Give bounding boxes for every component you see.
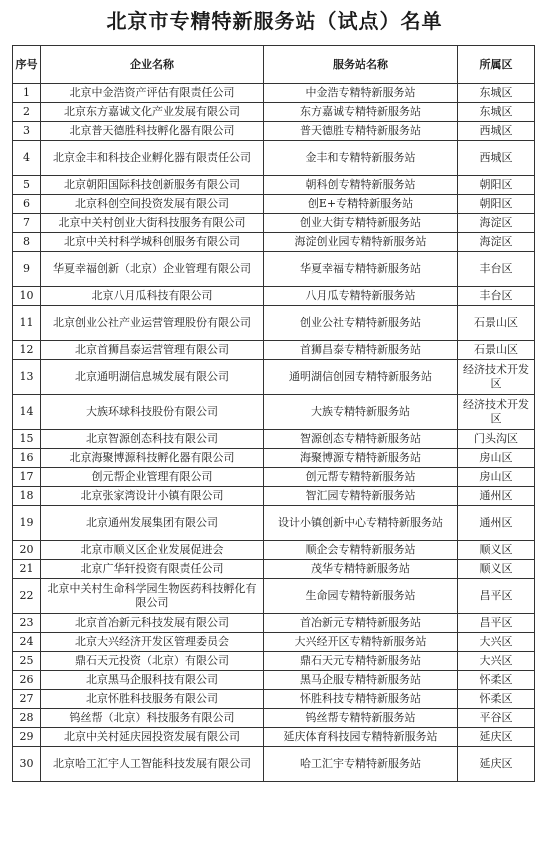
table-row: [13, 728, 535, 747]
cell-district: 西城区: [458, 141, 535, 176]
table-row: [13, 633, 535, 652]
cell-station: 朝科创专精特新服务站: [264, 176, 458, 195]
cell-station: 创E+专精特新服务站: [264, 195, 458, 214]
cell-station: 创业大街专精特新服务站: [264, 214, 458, 233]
cell-number: 24: [13, 633, 41, 652]
cell-number: 3: [13, 122, 41, 141]
cell-company: 北京中金浩资产评估有限责任公司: [41, 84, 264, 103]
cell-number: 30: [13, 747, 41, 782]
cell-station: 海聚博源专精特新服务站: [264, 449, 458, 468]
cell-company: 北京东方嘉诚文化产业发展有限公司: [41, 103, 264, 122]
cell-district: 大兴区: [458, 633, 535, 652]
cell-district: 延庆区: [458, 728, 535, 747]
cell-company: 北京创业公社产业运营管理股份有限公司: [41, 306, 264, 341]
cell-number: 22: [13, 579, 41, 614]
cell-station: 哈工汇宇专精特新服务站: [264, 747, 458, 782]
cell-district: 昌平区: [458, 579, 535, 614]
cell-company: 北京智源创态科技有限公司: [41, 430, 264, 449]
table-row: [13, 690, 535, 709]
table-row: [13, 487, 535, 506]
cell-company: 北京通州发展集团有限公司: [41, 506, 264, 541]
cell-number: 4: [13, 141, 41, 176]
cell-district: 怀柔区: [458, 690, 535, 709]
cell-number: 5: [13, 176, 41, 195]
cell-company: 北京首狮昌泰运营管理有限公司: [41, 341, 264, 360]
cell-company: 钨丝帮（北京）科技服务有限公司: [41, 709, 264, 728]
cell-company: 北京首冶新元科技发展有限公司: [41, 614, 264, 633]
cell-station: 八月瓜专精特新服务站: [264, 287, 458, 306]
cell-district: 大兴区: [458, 652, 535, 671]
cell-company: 鼎石天元投资（北京）有限公司: [41, 652, 264, 671]
cell-district: 延庆区: [458, 747, 535, 782]
cell-station: 海淀创业园专精特新服务站: [264, 233, 458, 252]
cell-station: 延庆体育科技园专精特新服务站: [264, 728, 458, 747]
cell-station: 大族专精特新服务站: [264, 395, 458, 430]
table-row: [13, 195, 535, 214]
cell-station: 黑马企服专精特新服务站: [264, 671, 458, 690]
table-row: [13, 84, 535, 103]
cell-district: 石景山区: [458, 306, 535, 341]
table-row: [13, 614, 535, 633]
cell-number: 17: [13, 468, 41, 487]
cell-number: 19: [13, 506, 41, 541]
table-row: [13, 541, 535, 560]
table-row: [13, 468, 535, 487]
cell-district: 顺义区: [458, 541, 535, 560]
cell-district: 顺义区: [458, 560, 535, 579]
cell-station: 怀胜科技专精特新服务站: [264, 690, 458, 709]
cell-district: 丰台区: [458, 287, 535, 306]
cell-company: 华夏幸福创新（北京）企业管理有限公司: [41, 252, 264, 287]
table-row: [13, 747, 535, 782]
cell-company: 北京广华轩投资有限责任公司: [41, 560, 264, 579]
table-header-row: [13, 46, 535, 84]
cell-station: 金丰和专精特新服务站: [264, 141, 458, 176]
cell-number: 2: [13, 103, 41, 122]
header-district: 所属区: [458, 46, 535, 84]
cell-station: 东方嘉诚专精特新服务站: [264, 103, 458, 122]
cell-number: 8: [13, 233, 41, 252]
table-row: [13, 141, 535, 176]
table-row: [13, 506, 535, 541]
service-station-table: [12, 45, 535, 782]
cell-number: 1: [13, 84, 41, 103]
cell-district: 门头沟区: [458, 430, 535, 449]
table-row: [13, 214, 535, 233]
cell-district: 房山区: [458, 449, 535, 468]
cell-station: 首冶新元专精特新服务站: [264, 614, 458, 633]
cell-number: 16: [13, 449, 41, 468]
cell-number: 14: [13, 395, 41, 430]
table-row: [13, 671, 535, 690]
cell-company: 北京八月瓜科技有限公司: [41, 287, 264, 306]
cell-number: 9: [13, 252, 41, 287]
cell-station: 通明湖信创园专精特新服务站: [264, 360, 458, 395]
cell-company: 北京张家湾设计小镇有限公司: [41, 487, 264, 506]
table-row: [13, 287, 535, 306]
cell-company: 北京海聚博源科技孵化器有限公司: [41, 449, 264, 468]
cell-number: 13: [13, 360, 41, 395]
table-row: [13, 306, 535, 341]
table-row: [13, 233, 535, 252]
cell-number: 21: [13, 560, 41, 579]
cell-district: 房山区: [458, 468, 535, 487]
cell-company: 大族环球科技股份有限公司: [41, 395, 264, 430]
cell-number: 12: [13, 341, 41, 360]
cell-number: 15: [13, 430, 41, 449]
cell-number: 10: [13, 287, 41, 306]
cell-company: 创元帮企业管理有限公司: [41, 468, 264, 487]
cell-district: 石景山区: [458, 341, 535, 360]
cell-company: 北京市顺义区企业发展促进会: [41, 541, 264, 560]
header-number: 序号: [13, 46, 41, 84]
cell-number: 11: [13, 306, 41, 341]
header-station: 服务站名称: [264, 46, 458, 84]
cell-district: 西城区: [458, 122, 535, 141]
table-row: [13, 122, 535, 141]
cell-company: 北京大兴经济开发区管理委员会: [41, 633, 264, 652]
cell-number: 25: [13, 652, 41, 671]
cell-district: 平谷区: [458, 709, 535, 728]
cell-station: 鼎石天元专精特新服务站: [264, 652, 458, 671]
table-row: [13, 176, 535, 195]
cell-station: 生命园专精特新服务站: [264, 579, 458, 614]
cell-company: 北京普天德胜科技孵化器有限公司: [41, 122, 264, 141]
cell-station: 首狮昌泰专精特新服务站: [264, 341, 458, 360]
cell-company: 北京中关村生命科学园生物医药科技孵化有限公司: [41, 579, 264, 614]
table-row: [13, 449, 535, 468]
cell-district: 海淀区: [458, 233, 535, 252]
table-row: [13, 103, 535, 122]
cell-district: 东城区: [458, 103, 535, 122]
table-body: [13, 84, 535, 782]
cell-district: 朝阳区: [458, 176, 535, 195]
cell-number: 28: [13, 709, 41, 728]
cell-station: 智源创态专精特新服务站: [264, 430, 458, 449]
cell-number: 6: [13, 195, 41, 214]
cell-company: 北京中关村科学城科创服务有限公司: [41, 233, 264, 252]
cell-district: 朝阳区: [458, 195, 535, 214]
cell-station: 智汇园专精特新服务站: [264, 487, 458, 506]
cell-number: 26: [13, 671, 41, 690]
cell-district: 通州区: [458, 487, 535, 506]
cell-company: 北京怀胜科技服务有限公司: [41, 690, 264, 709]
table-row: [13, 652, 535, 671]
cell-number: 29: [13, 728, 41, 747]
cell-company: 北京金丰和科技企业孵化器有限责任公司: [41, 141, 264, 176]
table-row: [13, 579, 535, 614]
table-row: [13, 709, 535, 728]
cell-company: 北京朝阳国际科技创新服务有限公司: [41, 176, 264, 195]
cell-district: 通州区: [458, 506, 535, 541]
cell-station: 普天德胜专精特新服务站: [264, 122, 458, 141]
cell-number: 23: [13, 614, 41, 633]
cell-number: 7: [13, 214, 41, 233]
cell-district: 昌平区: [458, 614, 535, 633]
cell-station: 创元帮专精特新服务站: [264, 468, 458, 487]
table-row: [13, 341, 535, 360]
cell-station: 钨丝帮专精特新服务站: [264, 709, 458, 728]
cell-station: 中金浩专精特新服务站: [264, 84, 458, 103]
cell-district: 经济技术开发区: [458, 395, 535, 430]
cell-district: 怀柔区: [458, 671, 535, 690]
cell-number: 20: [13, 541, 41, 560]
cell-number: 27: [13, 690, 41, 709]
cell-company: 北京哈工汇宇人工智能科技发展有限公司: [41, 747, 264, 782]
cell-company: 北京通明湖信息城发展有限公司: [41, 360, 264, 395]
cell-station: 大兴经开区专精特新服务站: [264, 633, 458, 652]
header-company: 企业名称: [41, 46, 264, 84]
cell-station: 华夏幸福专精特新服务站: [264, 252, 458, 287]
table-row: [13, 252, 535, 287]
cell-station: 设计小镇创新中心专精特新服务站: [264, 506, 458, 541]
cell-district: 经济技术开发区: [458, 360, 535, 395]
table-row: [13, 395, 535, 430]
cell-district: 海淀区: [458, 214, 535, 233]
cell-company: 北京中关村创业大街科技服务有限公司: [41, 214, 264, 233]
cell-district: 丰台区: [458, 252, 535, 287]
cell-company: 北京科创空间投资发展有限公司: [41, 195, 264, 214]
cell-company: 北京中关村延庆园投资发展有限公司: [41, 728, 264, 747]
document-title: 北京市专精特新服务站（试点）名单: [106, 9, 443, 33]
table-row: [13, 360, 535, 395]
cell-station: 顺企会专精特新服务站: [264, 541, 458, 560]
cell-station: 创业公社专精特新服务站: [264, 306, 458, 341]
cell-number: 18: [13, 487, 41, 506]
table-row: [13, 560, 535, 579]
cell-district: 东城区: [458, 84, 535, 103]
table-row: [13, 430, 535, 449]
cell-company: 北京黑马企服科技有限公司: [41, 671, 264, 690]
cell-station: 茂华专精特新服务站: [264, 560, 458, 579]
